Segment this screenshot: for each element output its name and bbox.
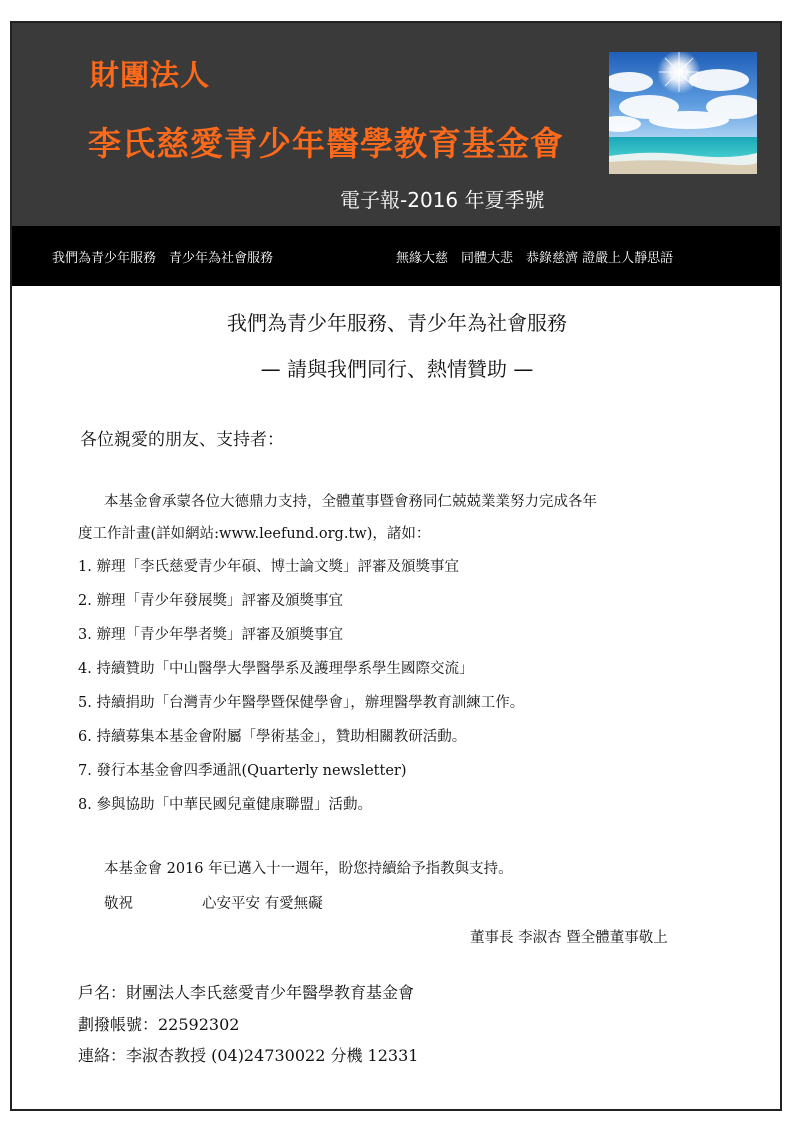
org-line1: 財團法人	[90, 58, 211, 92]
slogan-left: 我們為青少年服務 青少年為社會服務	[52, 251, 274, 266]
intro-line1: 本基金會承蒙各位大德鼎力支持，全體董事暨會務同仁兢兢業業努力完成各年	[104, 494, 597, 510]
list-item: 4. 持續贊助「中山醫學大學醫學系及護理學系學生國際交流」	[78, 661, 474, 677]
list-item: 2. 辦理「青少年發展獎」評審及頒獎事宜	[78, 593, 343, 609]
slogan-right: 無緣大慈 同體大悲 恭錄慈濟 證嚴上人靜思語	[396, 251, 674, 266]
list-item: 3. 辦理「青少年學者獎」評審及頒獎事宜	[78, 627, 343, 643]
regards-right: 心安平安 有愛無礙	[202, 896, 323, 912]
issue-label: 電子報-2016 年夏季號	[340, 188, 545, 212]
account-name: 戶名：財團法人李氏慈愛青少年醫學教育基金會	[78, 983, 415, 1002]
org-title: 李氏慈愛青少年醫學教育基金會	[88, 124, 564, 163]
closing-line: 本基金會 2016 年已邁入十一週年，盼您持續給予指教與支持。	[104, 861, 513, 877]
list-item: 5. 持續捐助「台灣青少年醫學暨保健學會」，辦理醫學教育訓練工作。	[78, 695, 525, 711]
sub-heading: — 請與我們同行、熱情贊助 —	[260, 357, 534, 381]
salutation: 各位親愛的朋友、支持者：	[80, 430, 284, 450]
list-item: 7. 發行本基金會四季通訊(Quarterly newsletter)	[78, 763, 407, 779]
sky-beach-image	[609, 52, 757, 174]
work-items-list	[78, 556, 524, 828]
regards-line	[104, 892, 323, 913]
main-heading: 我們為青少年服務、青少年為社會服務	[227, 311, 567, 335]
list-item: 1. 辦理「李氏慈愛青少年碩、博士論文獎」評審及頒獎事宜	[78, 559, 459, 575]
intro-line2: 度工作計畫(詳如網站:www.leefund.org.tw)，諸如：	[78, 526, 431, 542]
signature: 董事長 李淑杏 暨全體董事敬上	[470, 930, 668, 946]
regards-left: 敬祝	[104, 896, 133, 912]
account-number: 劃撥帳號：22592302	[78, 1015, 240, 1034]
contact-info: 連絡：李淑杏教授 (04)24730022 分機 12331	[78, 1046, 419, 1065]
list-item: 6. 持續募集本基金會附屬「學術基金」，贊助相關教研活動。	[78, 729, 467, 745]
list-item: 8. 參與協助「中華民國兒童健康聯盟」活動。	[78, 797, 372, 813]
